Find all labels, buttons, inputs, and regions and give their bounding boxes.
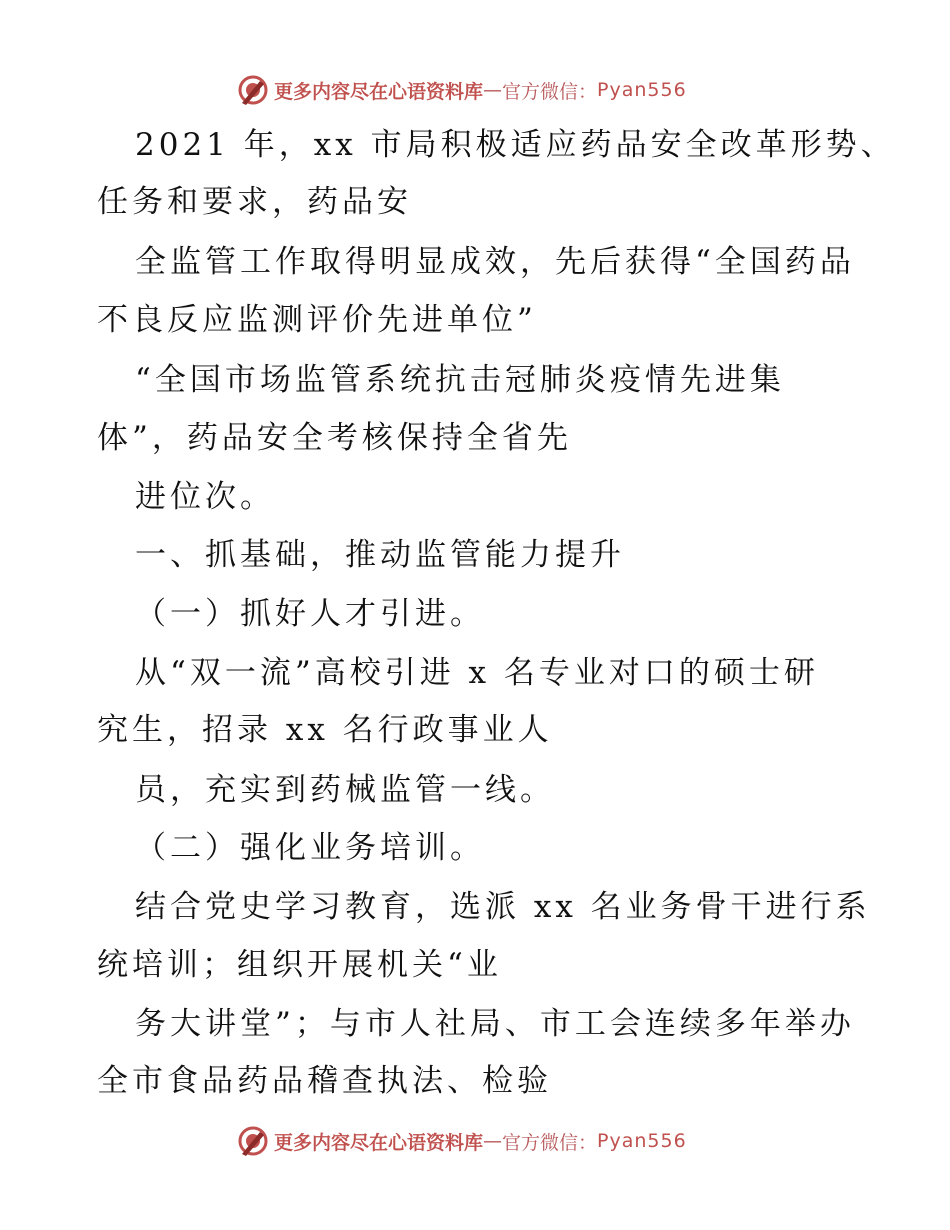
text-line: 究生，招录 xx 名行政事业人 xyxy=(97,712,553,748)
watermark-account-label: 官方微信： xyxy=(502,1131,598,1154)
text-line: 进位次。 xyxy=(135,479,275,515)
text-line: 从“双一流”高校引进 x 名专业对口的硕士研 xyxy=(135,655,819,691)
watermark-wechat-id: Pyan556 xyxy=(597,79,687,101)
text-line: 任务和要求，药品安 xyxy=(97,184,412,220)
text-line: 全监管工作取得明显成效，先后获得“全国药品 xyxy=(135,244,855,280)
text-line: 体”，药品安全考核保持全省先 xyxy=(97,420,572,456)
text-line: 2021 年，xx 市局积极适应药品安全改革形势、 xyxy=(135,127,896,163)
text-line: 全市食品药品稽查执法、检验 xyxy=(97,1063,552,1099)
subsection-heading: （二）强化业务培训。 xyxy=(135,830,485,866)
watermark-text: 更多内容尽在心语资料库 xyxy=(274,1131,484,1154)
watermark-dash: — xyxy=(483,79,503,101)
text-line: 统培训；组织开展机关“业 xyxy=(97,947,502,983)
section-heading: 一、抓基础，推动监管能力提升 xyxy=(135,537,625,573)
pen-logo-icon xyxy=(236,1124,270,1158)
watermark-text: 更多内容尽在心语资料库 xyxy=(274,80,484,103)
watermark-wechat-id: Pyan556 xyxy=(597,1130,687,1152)
watermark-account-label: 官方微信： xyxy=(502,80,598,103)
text-line: 不良反应监测评价先进单位” xyxy=(97,302,537,338)
watermark-dash: — xyxy=(483,1130,503,1152)
pen-logo-icon xyxy=(236,73,270,107)
header-watermark xyxy=(236,73,687,107)
subsection-heading: （一）抓好人才引进。 xyxy=(135,596,485,632)
text-line: 员，充实到药械监管一线。 xyxy=(135,772,555,808)
text-line: 结合党史学习教育，选派 xx 名业务骨干进行系 xyxy=(135,889,871,925)
text-line: “全国市场监管系统抗击冠肺炎疫情先进集 xyxy=(135,362,785,398)
footer-watermark xyxy=(236,1124,687,1158)
text-line: 务大讲堂”；与市人社局、市工会连续多年举办 xyxy=(135,1006,855,1042)
